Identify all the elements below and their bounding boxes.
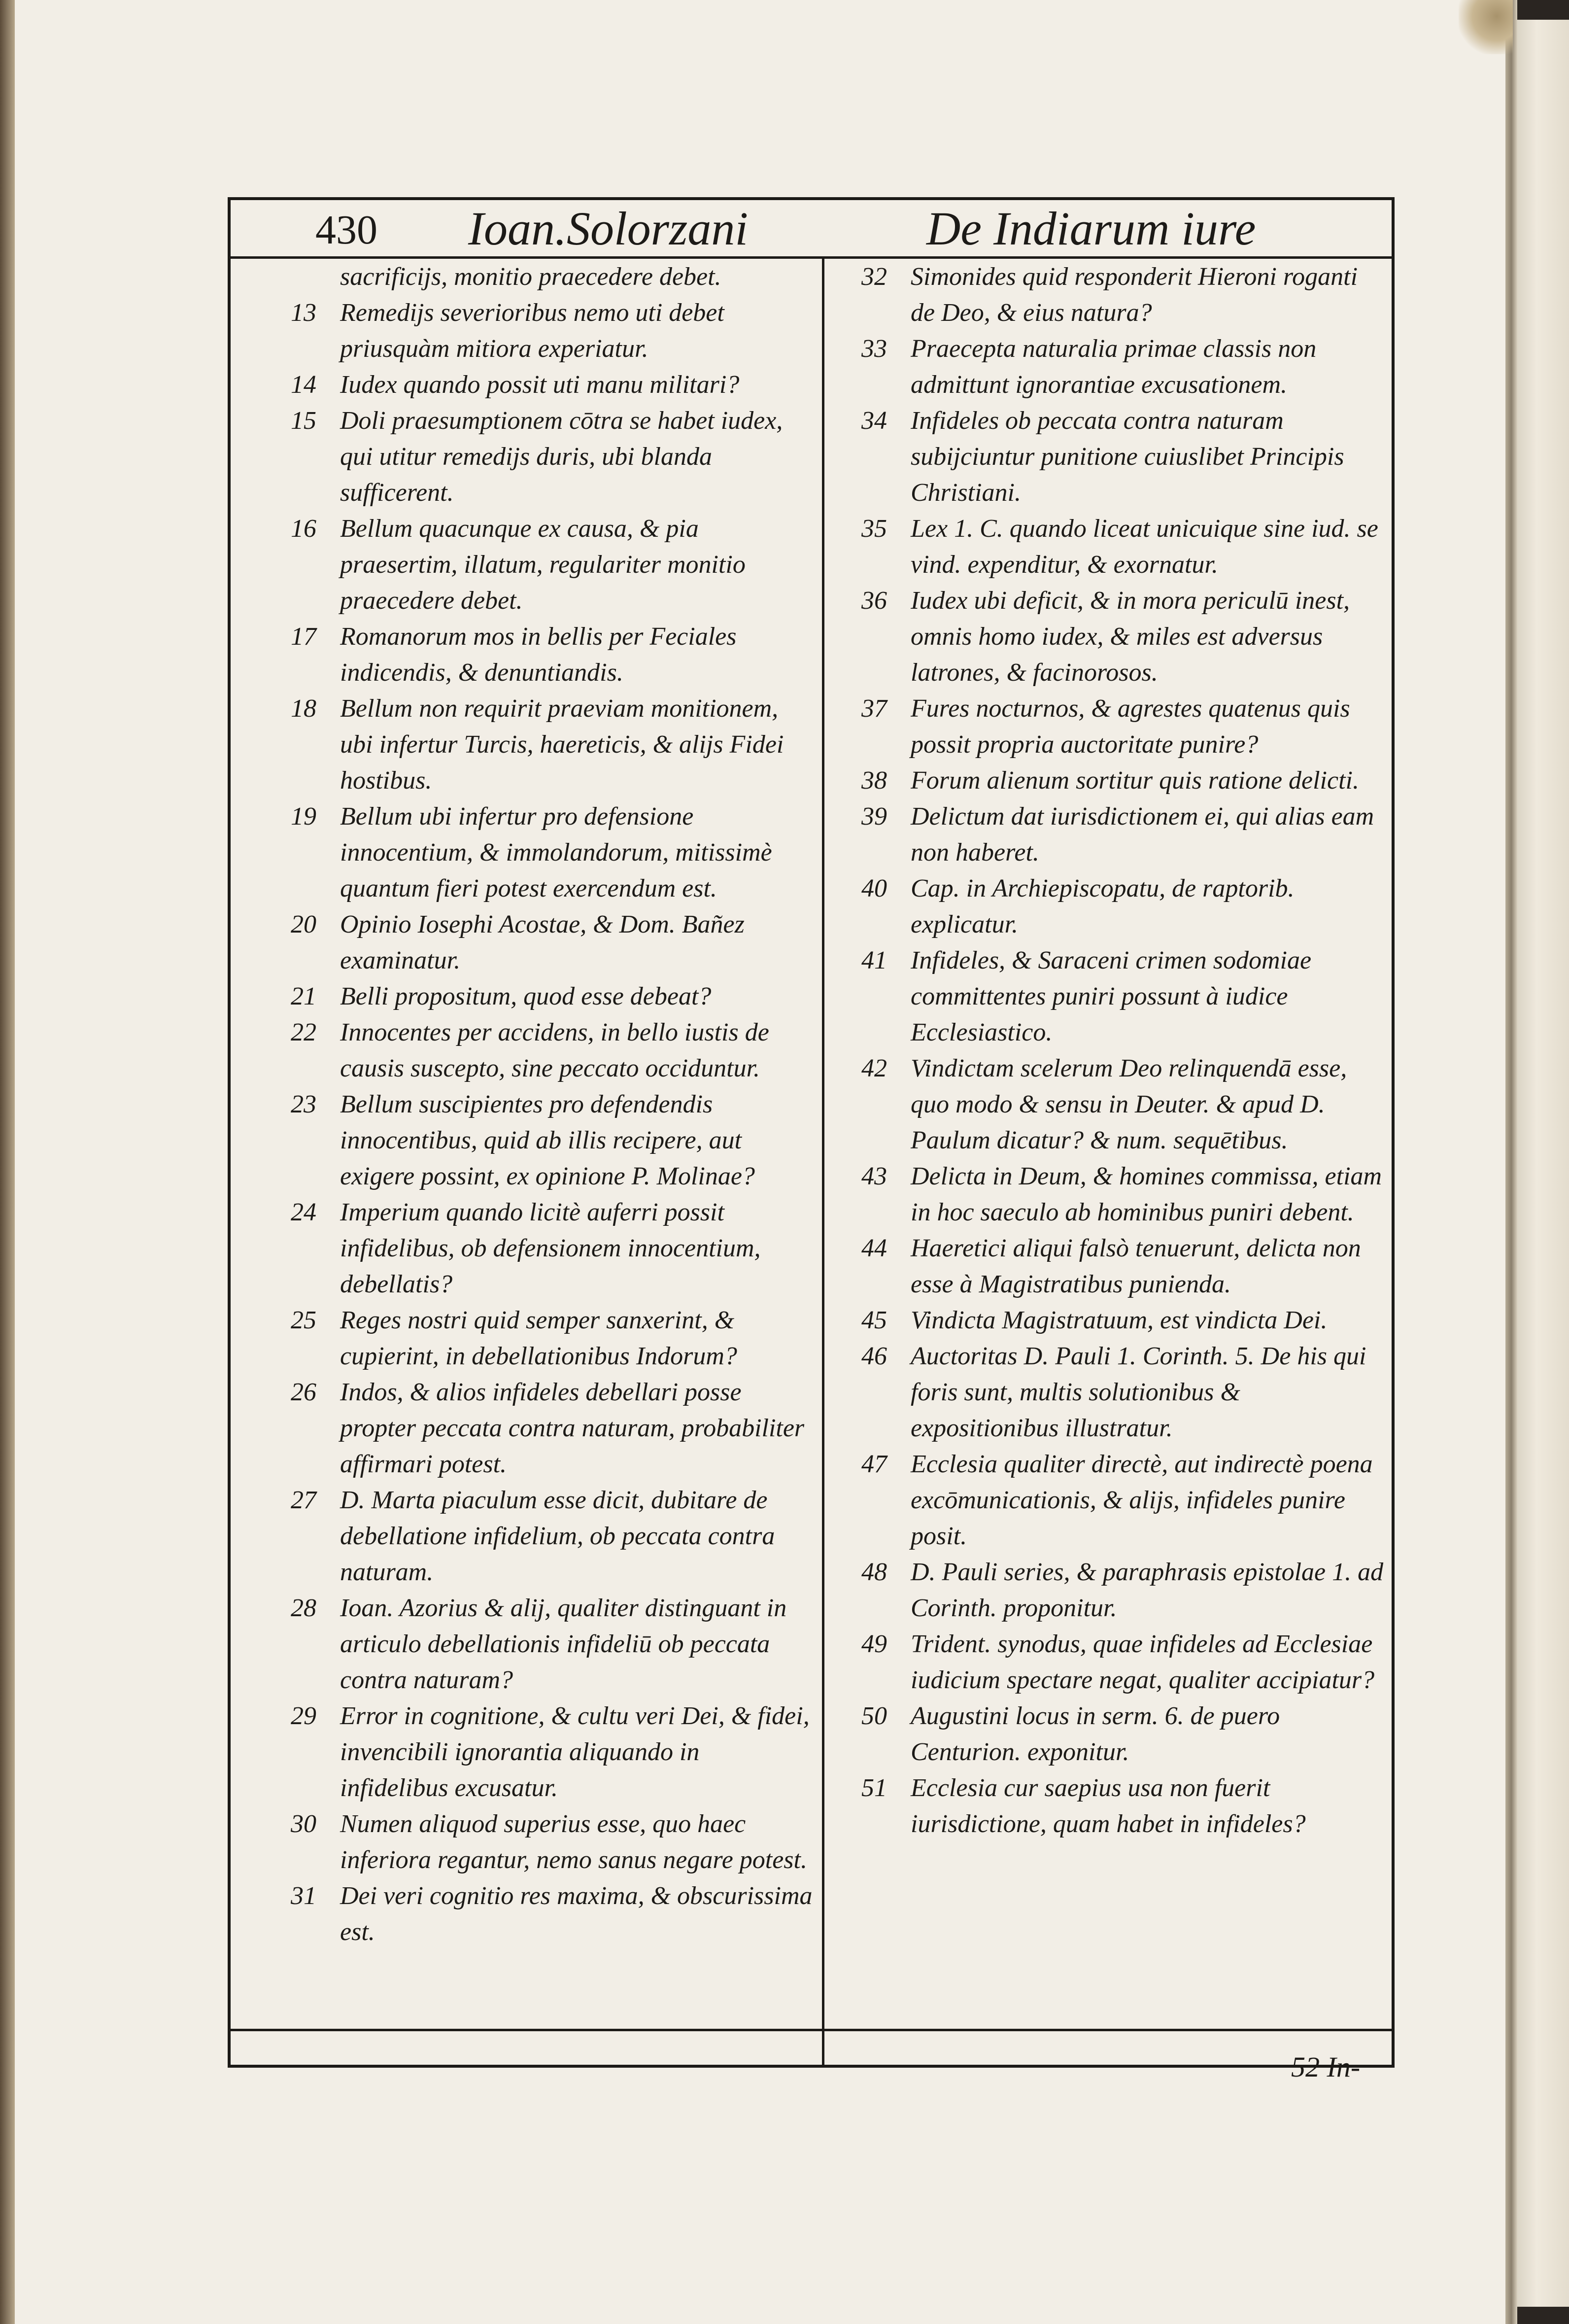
index-entry [861, 511, 1384, 583]
entry-number: 48 [861, 1558, 887, 1586]
index-entry [861, 1626, 1384, 1698]
entry-text: Indos, & alios infideles debellari posse propter peccata contra naturam, probabiliter affirmari potest. [340, 1378, 805, 1478]
index-entry [291, 259, 813, 295]
entry-text: Error in cognitione, & cultu veri Dei, & fidei, invencibili ignorantia aliquando in infidelibus excusatur. [340, 1702, 810, 1802]
entry-text: Lex 1. C. quando liceat unicuique sine iud. se vind. expenditur, & exornatur. [911, 515, 1378, 579]
entry-number: 30 [291, 1810, 316, 1838]
entry-number: 41 [861, 946, 887, 974]
index-entry [291, 1194, 813, 1302]
index-entry [861, 942, 1384, 1050]
entry-number: 42 [861, 1054, 887, 1082]
entry-text: Ecclesia qualiter directè, aut indirectè poena excōmunicationis, & alijs, infideles punire posit. [911, 1450, 1373, 1550]
entry-number: 33 [861, 335, 887, 363]
entry-number: 38 [861, 766, 887, 795]
index-entry [861, 331, 1384, 403]
index-entry [291, 295, 813, 367]
entry-number: 51 [861, 1774, 887, 1802]
entry-text: Doli praesumptionem cōtra se habet iudex, qui utitur remedijs duris, ubi blanda sufficerent. [340, 407, 783, 507]
index-entry [861, 1158, 1384, 1230]
entry-number: 23 [291, 1090, 316, 1118]
entry-number: 35 [861, 515, 887, 543]
index-entry [291, 1086, 813, 1194]
entry-text: Forum alienum sortitur quis ratione delicti. [911, 766, 1359, 795]
index-entry [861, 1338, 1384, 1446]
entry-number: 27 [291, 1486, 316, 1514]
index-entry [291, 906, 813, 978]
index-entry [861, 1050, 1384, 1158]
entry-text: Bellum ubi infertur pro defensione innocentium, & immolandorum, mitissimè quantum fieri potest exercendum est. [340, 802, 772, 902]
entry-number: 36 [861, 587, 887, 615]
entry-number: 19 [291, 802, 316, 831]
index-entry [291, 1806, 813, 1878]
entry-number: 24 [291, 1198, 316, 1226]
index-entry [291, 798, 813, 906]
entry-text: Imperium quando licitè auferri possit infidelibus, ob defensionem innocentium, debellatis? [340, 1198, 761, 1298]
entry-text: Praecepta naturalia primae classis non admittunt ignorantiae excusationem. [911, 335, 1317, 399]
index-entry [861, 1698, 1384, 1770]
entry-text: Bellum non requirit praeviam monitionem, ubi infertur Turcis, haereticis, & alijs Fidei hostibus. [340, 694, 784, 795]
index-entry [291, 978, 813, 1014]
entry-number: 18 [291, 694, 316, 723]
index-entry [291, 1374, 813, 1482]
entry-text: D. Marta piaculum esse dicit, dubitare de debellatione infidelium, ob peccata contra naturam. [340, 1486, 775, 1586]
index-entry [861, 1446, 1384, 1554]
entry-text: Trident. synodus, quae infideles ad Ecclesiae iudicium spectare negat, qualiter accipiatur? [911, 1630, 1375, 1694]
entry-text: Iudex ubi deficit, & in mora periculū inest, omnis homo iudex, & miles est adversus latrones, & facinorosos. [911, 587, 1350, 687]
right-column [861, 259, 1384, 1842]
entry-text: Numen aliquod superius esse, quo haec inferiora regantur, nemo sanus negare potest. [340, 1810, 807, 1874]
index-entry [861, 798, 1384, 870]
entry-text: Cap. in Archiepiscopatu, de raptorib. explicatur. [911, 874, 1295, 938]
index-entry [861, 1302, 1384, 1338]
bottom-rule [228, 2029, 1395, 2031]
entry-text: Bellum quacunque ex causa, & pia praesertim, illatum, regulariter monitio praecedere debet. [340, 515, 746, 615]
entry-number: 22 [291, 1018, 316, 1046]
entry-text: Infideles ob peccata contra naturam subijciuntur punitione cuiuslibet Principis Christiani. [911, 407, 1344, 507]
paper-stain [1459, 0, 1513, 54]
entry-number: 26 [291, 1378, 316, 1406]
entry-number: 31 [291, 1882, 316, 1910]
index-entry [861, 583, 1384, 691]
index-entry [291, 1698, 813, 1806]
entry-text: Reges nostri quid semper sanxerint, & cupierint, in debellationibus Indorum? [340, 1306, 737, 1370]
index-entry [291, 1878, 813, 1950]
index-entry [291, 1302, 813, 1374]
entry-number: 16 [291, 515, 316, 543]
entry-text: Romanorum mos in bellis per Feciales indicendis, & denuntiandis. [340, 623, 737, 687]
entry-text: Ioan. Azorius & alij, qualiter distinguant in articulo debellationis infideliū ob peccata contra naturam? [340, 1594, 787, 1694]
entry-text: Auctoritas D. Pauli 1. Corinth. 5. De his qui foris sunt, multis solutionibus & expositionibus illustratur. [911, 1342, 1366, 1442]
entry-text: Bellum suscipientes pro defendendis innocentibus, quid ab illis recipere, aut exigere possint, ex opinione P. Molinae? [340, 1090, 755, 1190]
column-divider [822, 259, 824, 2068]
entry-text: Vindictam scelerum Deo relinquendā esse, quo modo & sensu in Deuter. & apud D. Paulum dicatur? & num. sequētibus. [911, 1054, 1347, 1154]
entry-number: 29 [291, 1702, 316, 1730]
page-number: 430 [315, 207, 377, 253]
index-entry [861, 1770, 1384, 1842]
entry-text: Opinio Iosephi Acostae, & Dom. Bañez examinatur. [340, 910, 745, 974]
entry-text: Delictum dat iurisdictionem ei, qui alias eam non haberet. [911, 802, 1374, 867]
entry-text: Fures nocturnos, & agrestes quatenus quis possit propria auctoritate punire? [911, 694, 1350, 759]
entry-text: Iudex quando possit uti manu militari? [340, 371, 740, 399]
entry-text: Delicta in Deum, & homines commissa, etiam in hoc saeculo ab hominibus puniri debent. [911, 1162, 1382, 1226]
index-entry [291, 691, 813, 798]
entry-text: Ecclesia cur saepius usa non fuerit iurisdictione, quam habet in infideles? [911, 1774, 1306, 1838]
entry-number: 49 [861, 1630, 887, 1658]
entry-number: 40 [861, 874, 887, 902]
index-entry [291, 367, 813, 403]
entry-number: 25 [291, 1306, 316, 1334]
index-entry [861, 763, 1384, 798]
index-entry [291, 511, 813, 619]
entry-number: 15 [291, 407, 316, 435]
entry-number: 39 [861, 802, 887, 831]
entry-text: Innocentes per accidens, in bello iustis de causis suscepto, sine peccato occiduntur. [340, 1018, 769, 1082]
entry-number: 37 [861, 694, 887, 723]
entry-number: 17 [291, 623, 316, 651]
running-head [315, 197, 1399, 256]
index-entry [861, 259, 1384, 331]
page-gutter-edge [1505, 0, 1517, 2324]
entry-number: 20 [291, 910, 316, 938]
index-entry [861, 870, 1384, 942]
entry-text: sacrificijs, monitio praecedere debet. [340, 263, 721, 291]
entry-text: Haeretici aliqui falsò tenuerunt, delicta non esse à Magistratibus punienda. [911, 1234, 1361, 1298]
entry-number: 32 [861, 263, 887, 291]
entry-text: Dei veri cognitio res maxima, & obscurissima est. [340, 1882, 813, 1946]
entry-number: 34 [861, 407, 887, 435]
index-entry [291, 1590, 813, 1698]
entry-number: 44 [861, 1234, 887, 1262]
index-entry [861, 691, 1384, 763]
entry-text: D. Pauli series, & paraphrasis epistolae 1. ad Corinth. proponitur. [911, 1558, 1384, 1622]
entry-text: Vindicta Magistratuum, est vindicta Dei. [911, 1306, 1328, 1334]
entry-text: Simonides quid responderit Hieroni roganti de Deo, & eius natura? [911, 263, 1358, 327]
entry-text: Belli propositum, quod esse debeat? [340, 982, 712, 1010]
index-entry [291, 1014, 813, 1086]
adjacent-page [1515, 20, 1569, 2307]
left-column [291, 259, 813, 1950]
entry-text: Augustini locus in serm. 6. de puero Centurion. exponitur. [911, 1702, 1280, 1766]
entry-number: 13 [291, 299, 316, 327]
index-entry [861, 1230, 1384, 1302]
entry-text: Infideles, & Saraceni crimen sodomiae committentes puniri possunt à iudice Ecclesiastico. [911, 946, 1312, 1046]
entry-number: 28 [291, 1594, 316, 1622]
entry-number: 43 [861, 1162, 887, 1190]
index-entry [291, 619, 813, 691]
entry-number: 50 [861, 1702, 887, 1730]
head-work-title: De Indiarum iure [926, 202, 1256, 255]
index-entry [291, 403, 813, 511]
index-entry [861, 403, 1384, 511]
entry-text: Remedijs severioribus nemo uti debet priusquàm mitiora experiatur. [340, 299, 724, 363]
entry-number: 21 [291, 982, 316, 1010]
index-entry [861, 1554, 1384, 1626]
head-author: Ioan.Solorzani [468, 202, 749, 255]
catchword: 52 In- [1291, 2051, 1361, 2083]
entry-number: 45 [861, 1306, 887, 1334]
entry-number: 14 [291, 371, 316, 399]
entry-number: 47 [861, 1450, 887, 1478]
index-entry [291, 1482, 813, 1590]
entry-number: 46 [861, 1342, 887, 1370]
